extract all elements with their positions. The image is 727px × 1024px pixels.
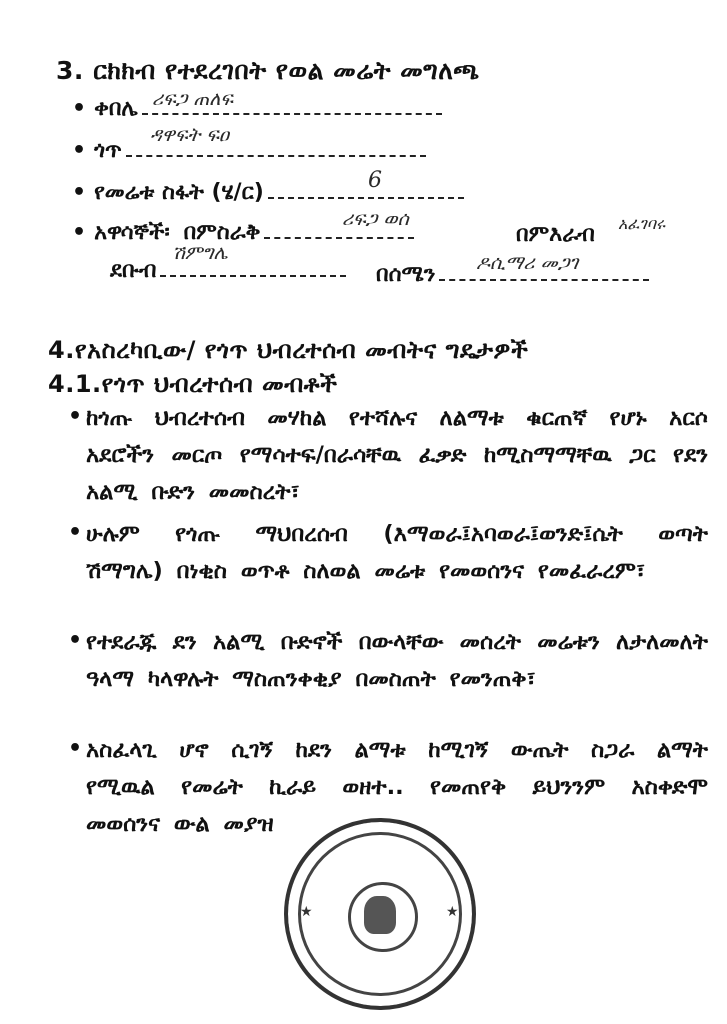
bullet: • <box>72 180 87 205</box>
north-row <box>516 222 595 247</box>
west-fill-line <box>439 279 649 281</box>
bullet: • <box>68 628 83 653</box>
star-icon: ★ <box>446 904 459 920</box>
right-paragraph-4: አስፈላጊ ሆኖ ሲገኝ ከደን ልማቱ ከሚገኝ ውጤት ስጋራ ልማት የሚዉል የመሬት ኪራይ ወዘተ.. የመጠየቅ ይህንንም አስቀድሞ መወሰንና ውል መያዝ <box>86 737 708 837</box>
bullet: • <box>72 220 87 245</box>
south-row <box>110 258 350 283</box>
bullet: • <box>68 736 83 761</box>
west-label: በሰሜን <box>376 262 436 287</box>
north-label: በምእራብ <box>516 222 595 247</box>
area-row <box>72 180 468 205</box>
right-paragraph-1: ከጎጡ ህብረተሰብ መሃከል የተሻሉና ለልማቱ ቁርጠኛ የሆኑ አርሶ አደሮችን መርጦ የማሳተፍ/በራሳቸዉ ፈቃድ ከሚስማማቸዉ ጋር የደን አልሚ ቡድን መመስረት፣ <box>86 405 708 505</box>
north-value: አፈገባሩ <box>618 214 666 233</box>
neighbors-label: አዋሳኞች፡ <box>94 220 170 245</box>
east-value: ሪፍጋ ወሰ <box>342 208 409 230</box>
got-row <box>72 138 430 163</box>
got-fill-line <box>126 155 426 157</box>
section-4-heading: 4.የአስረካቢው/ የጎጥ ህብረተሰብ መብትና ግዴታዎች <box>48 336 529 364</box>
right-paragraph-3: የተደራጁ ደን አልሚ ቡድኖች በውላቸው መሰረት መሬቱን ለታለመለት ዓላማ ካላዋሉት ማስጠንቀቂያ በመስጠት የመንጠቅ፣ <box>86 629 708 692</box>
kebele-fill-line <box>142 113 442 115</box>
got-value: ዳዋፍት ፍዐ <box>150 124 230 146</box>
bullet: • <box>68 404 83 429</box>
stamp-emblem-icon <box>364 896 396 934</box>
west-value: ዶሲማሪ መጋገ <box>476 252 579 274</box>
right-paragraph-2: ሁሉም የጎጡ ማህበረሰብ (እማወራ፤አባወራ፤ወንድ፤ሴት ወጣት ሽማግሌ) በነቂስ ወጥቶ ስለወል መሬቱ የመወሰንና የመፈራረም፣ <box>86 521 708 584</box>
area-label: የመሬቱ ስፋት (ሄ/ር) <box>94 180 264 205</box>
south-label: ደቡብ <box>110 258 157 283</box>
south-fill-line <box>160 275 346 277</box>
section-4-1-heading: 4.1.የጎጥ ህብረተሰብ መብቶች <box>48 370 338 398</box>
bullet: • <box>72 138 87 163</box>
east-fill-line <box>264 237 414 239</box>
bullet: • <box>68 520 83 545</box>
kebele-label: ቀበሌ <box>94 96 138 121</box>
star-icon: ★ <box>300 904 313 920</box>
bullet: • <box>72 96 87 121</box>
official-stamp <box>284 818 476 1010</box>
section-3-heading: 3. ርክክብ የተደረገበት የወል መሬት መግለጫ <box>56 56 480 85</box>
area-fill-line <box>268 197 464 199</box>
east-label: በምስራቅ <box>183 220 261 245</box>
area-value: 6 <box>368 168 382 193</box>
kebele-row <box>72 96 446 121</box>
south-value: ሽምግሌ <box>172 242 228 264</box>
kebele-value: ሪፍጋ ጠለፍ <box>152 88 233 110</box>
got-label: ጎጥ <box>94 138 122 163</box>
